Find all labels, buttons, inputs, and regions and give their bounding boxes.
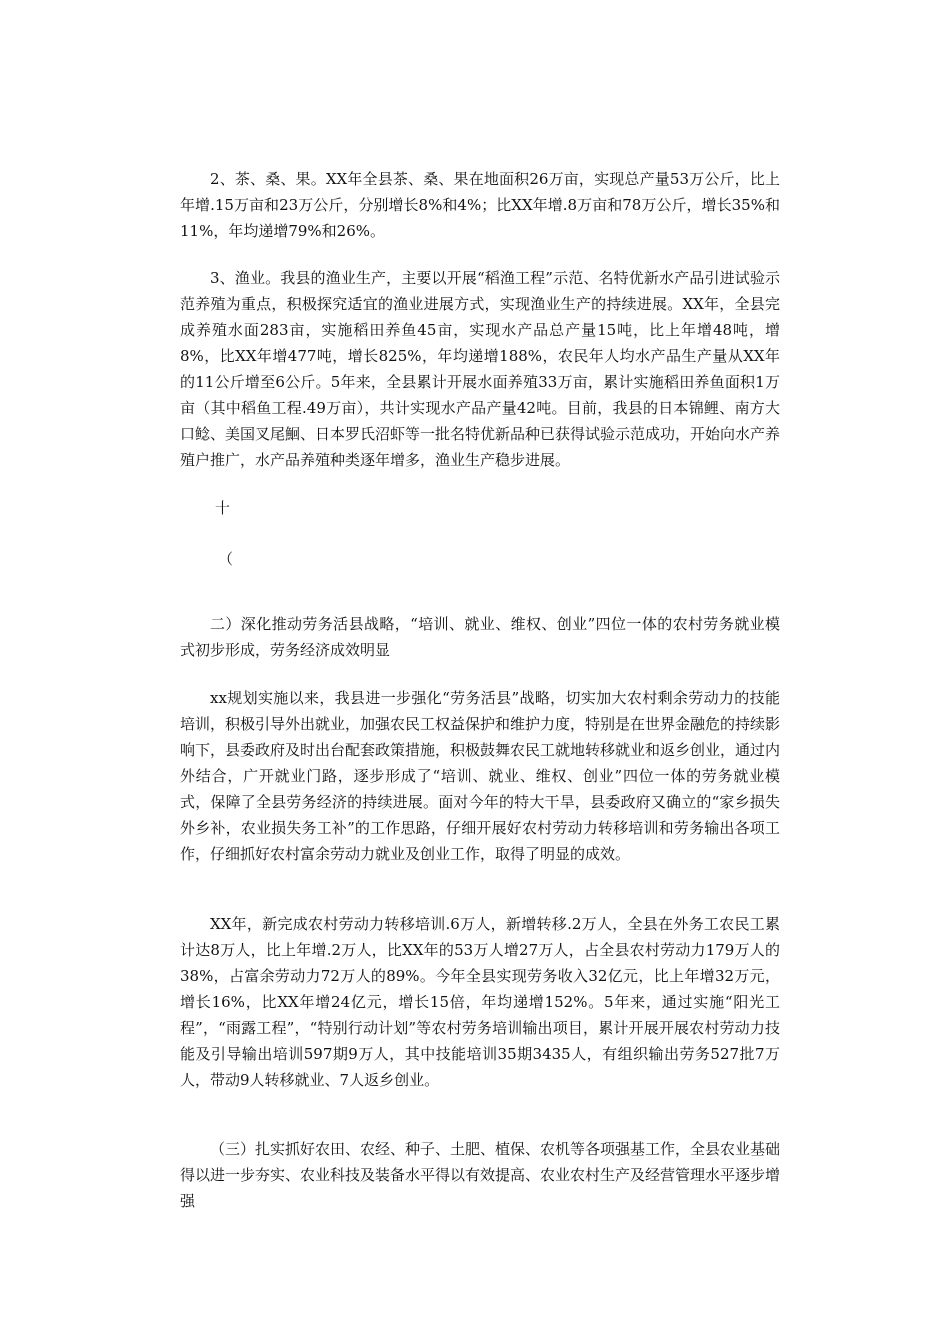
paragraph-labor-strategy: xx规划实施以来，我县进一步强化“劳务活县”战略，切实加大农村剩余劳动力的技能培训，积极引导外出就业，加强农民工权益保护和维护力度，特别是在世界金融危的持续影响下，县委政府及时出台配套政策措施，积极鼓舞农民工就地转移就业和返乡创业，通过内外结合，广开就业门路，逐步形成了“培训、就业、维权、创业”四位一体的劳务就业模式，保障了全县劳务经济的持续进展。面对今年的特大干旱，县委政府又确立的“家乡损失外乡补，农业损失务工补”的工作思路，仔细开展好农村劳动力转移培训和劳务输出各项工作，仔细抓好农村富余劳动力就业及创业工作，取得了明显的成效。	[180, 689, 781, 863]
paragraph-tea-mulberry-fruit: 2、茶、桑、果。XX年全县茶、桑、果在地面积26万亩，实现总产量53万公斤，比上年增.15万亩和23万公斤，分别增长8%和4%；比XX年增.8万亩和78万公斤，增长35%和11%，年均递增79%和26%。	[180, 170, 780, 240]
paragraph-fishery: 3、渔业。我县的渔业生产，主要以开展“稻渔工程”示范、名特优新水产品引进试验示范养殖为重点，积极探究适宜的渔业进展方式，实现渔业生产的持续进展。XX年，全县完成养殖水面283亩，实施稻田养鱼45亩，实现水产品总产量15吨，比上年增48吨，增8%，比XX年增477吨，增长825%，年均递增188%，农民年人均水产品生产量从XX年的11公斤增至6公斤。5年来，全县累计开展水面养殖33万亩，累计实施稻田养鱼面积1万亩（其中稻鱼工程.49万亩），共计实现水产品产量42吨。目前，我县的日本锦鲤、南方大口鲶、美国叉尾鮰、日本罗氏沼虾等一批名特优新品种已获得试验示范成功，开始向水产养殖户推广，水产品养殖种类逐年增多，渔业生产稳步进展。	[180, 269, 781, 469]
stray-mark-parenthesis: （	[218, 550, 234, 568]
paragraph-labor-statistics: XX年，新完成农村劳动力转移培训.6万人，新增转移.2万人，全县在外务工农民工累计达8万人，比上年增.2万人，比XX年的53万人增27万人，占全县农村劳动力179万人的38%，占富余劳动力72万人的89%。今年全县实现劳务收入32亿元，比上年增32万元，增长16%，比XX年增24亿元，增长15倍，年均递增152%。5年来，通过实施“阳光工程”，“雨露工程”，“特别行动计划”等农村劳务培训输出项目，累计开展开展农村劳动力技能及引导输出培训597期9万人，其中技能培训35期3435人，有组织输出劳务527批7万人，带动9人转移就业、7人返乡创业。	[180, 915, 780, 1089]
section-two-heading: 二）深化推动劳务活县战略，“培训、就业、维权、创业”四位一体的农村劳务就业模式初步形成，劳务经济成效明显	[180, 615, 780, 659]
section-three-heading: （三）扎实抓好农田、农经、种子、土肥、植保、农机等各项强基工作，全县农业基础得以进一步夯实、农业科技及装备水平得以有效提高、农业农村生产及经营管理水平逐步增强	[180, 1140, 781, 1210]
stray-mark-ten: 十	[215, 499, 231, 517]
